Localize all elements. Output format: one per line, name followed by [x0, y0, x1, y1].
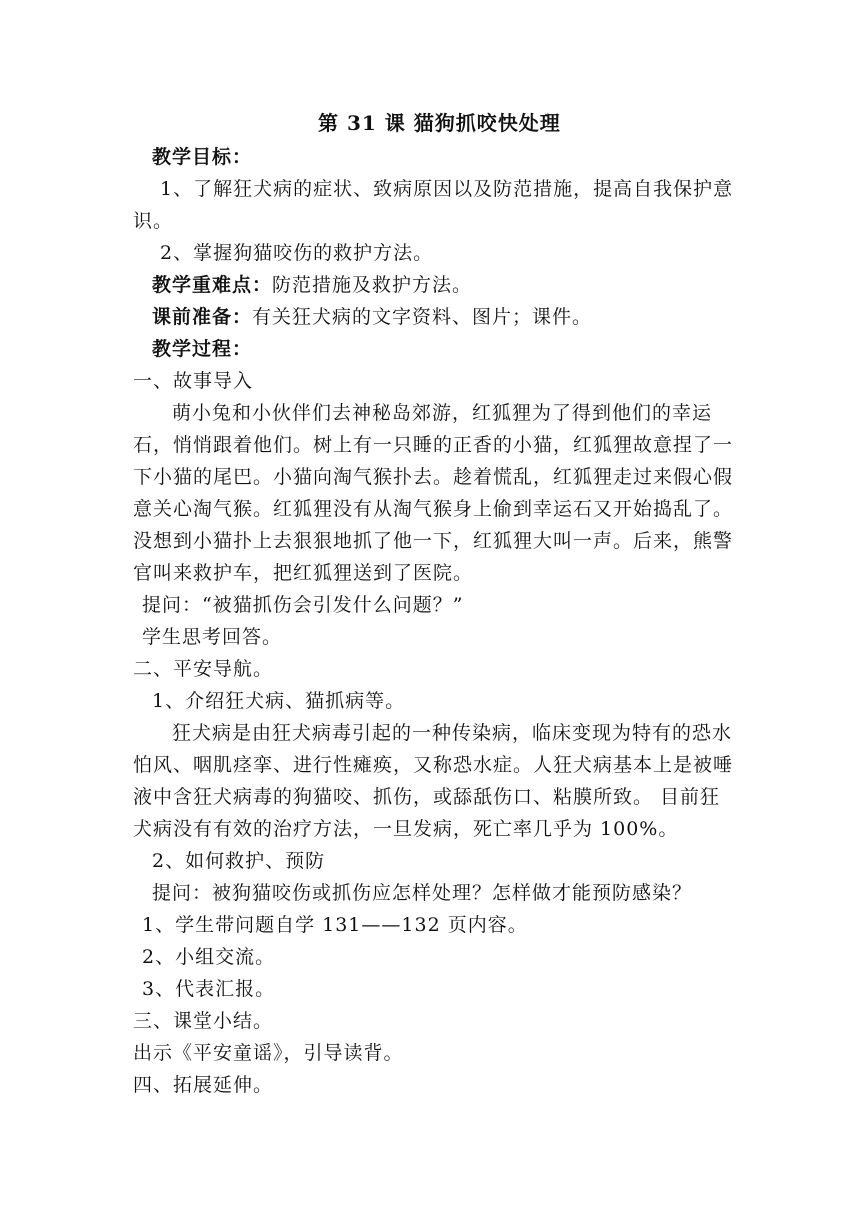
step-item: 1、学生带问题自学 131——132 页内容。: [142, 914, 528, 936]
section-3-heading: 三、课堂小结。: [133, 1010, 274, 1032]
goal-item-1-line-2: 识。: [133, 210, 174, 232]
section-2-question: 提问：被狗猫咬伤或抓伤应怎样处理？怎样做才能预防感染？: [152, 882, 693, 904]
key-points-text: 防范措施及救护方法。: [272, 274, 473, 296]
preparation-paragraph: [152, 304, 592, 330]
story-line: 没想到小猫扑上去狠狠地抓了他一下，红狐狸大叫一声。后来，熊警: [133, 530, 734, 552]
section-2-sub-2: 2、如何救护、预防: [152, 850, 326, 872]
section-1-answer: 学生思考回答。: [142, 626, 283, 648]
step-item: 2、小组交流。: [142, 946, 276, 968]
preparation-label: 课前准备：: [152, 306, 253, 328]
story-line: 下小猫的尾巴。小猫向淘气猴扑去。趁着慌乱，红狐狸走过来假心假: [133, 466, 734, 488]
goal-item-1-line-1: 1、了解狂犬病的症状、致病原因以及防范措施，提高自我保护意: [160, 178, 734, 200]
section-1-heading: 一、故事导入: [133, 370, 254, 392]
process-label: 教学过程：: [152, 338, 253, 360]
page-title: 第 31 课 猫狗抓咬快处理: [318, 111, 561, 135]
key-points-label: 教学重难点：: [152, 274, 273, 296]
preparation-text: 有关狂犬病的文字资料、图片；课件。: [252, 306, 593, 328]
rabies-line: 怕风、咽肌痉挛、进行性瘫痪，又称恐水症。人狂犬病基本上是被唾: [133, 754, 734, 776]
key-points-paragraph: [152, 272, 472, 298]
step-item: 3、代表汇报。: [142, 978, 276, 1000]
story-line: 官叫来救护车，把红狐狸送到了医院。: [133, 562, 474, 584]
story-line: 萌小兔和小伙伴们去神秘岛郊游，红狐狸为了得到他们的幸运: [172, 402, 713, 424]
section-1-question: 提问：“被猫抓伤会引发什么问题？”: [142, 594, 464, 616]
section-3-text: 出示《平安童谣》，引导读背。: [133, 1042, 404, 1064]
rabies-line: 狂犬病是由狂犬病毒引起的一种传染病，临床变现为特有的恐水: [172, 722, 733, 744]
goals-label: 教学目标：: [152, 146, 253, 168]
story-line: 意关心淘气猴。红狐狸没有从淘气猴身上偷到幸运石又开始捣乱了。: [133, 498, 734, 520]
story-line: 石，悄悄跟着他们。树上有一只睡的正香的小猫，红狐狸故意捏了一: [133, 434, 734, 456]
rabies-line: 液中含狂犬病毒的狗猫咬、抓伤，或舔舐伤口、粘膜所致。 目前狂: [133, 786, 721, 808]
section-4-heading: 四、拓展延伸。: [133, 1074, 274, 1096]
rabies-line: 犬病没有有效的治疗方法，一旦发病，死亡率几乎为 100%。: [133, 818, 679, 840]
goal-item-2: 2、掌握狗猫咬伤的救护方法。: [160, 242, 434, 264]
section-2-sub-1: 1、介绍狂犬病、猫抓病等。: [152, 690, 406, 712]
section-2-heading: 二、平安导航。: [133, 658, 274, 680]
